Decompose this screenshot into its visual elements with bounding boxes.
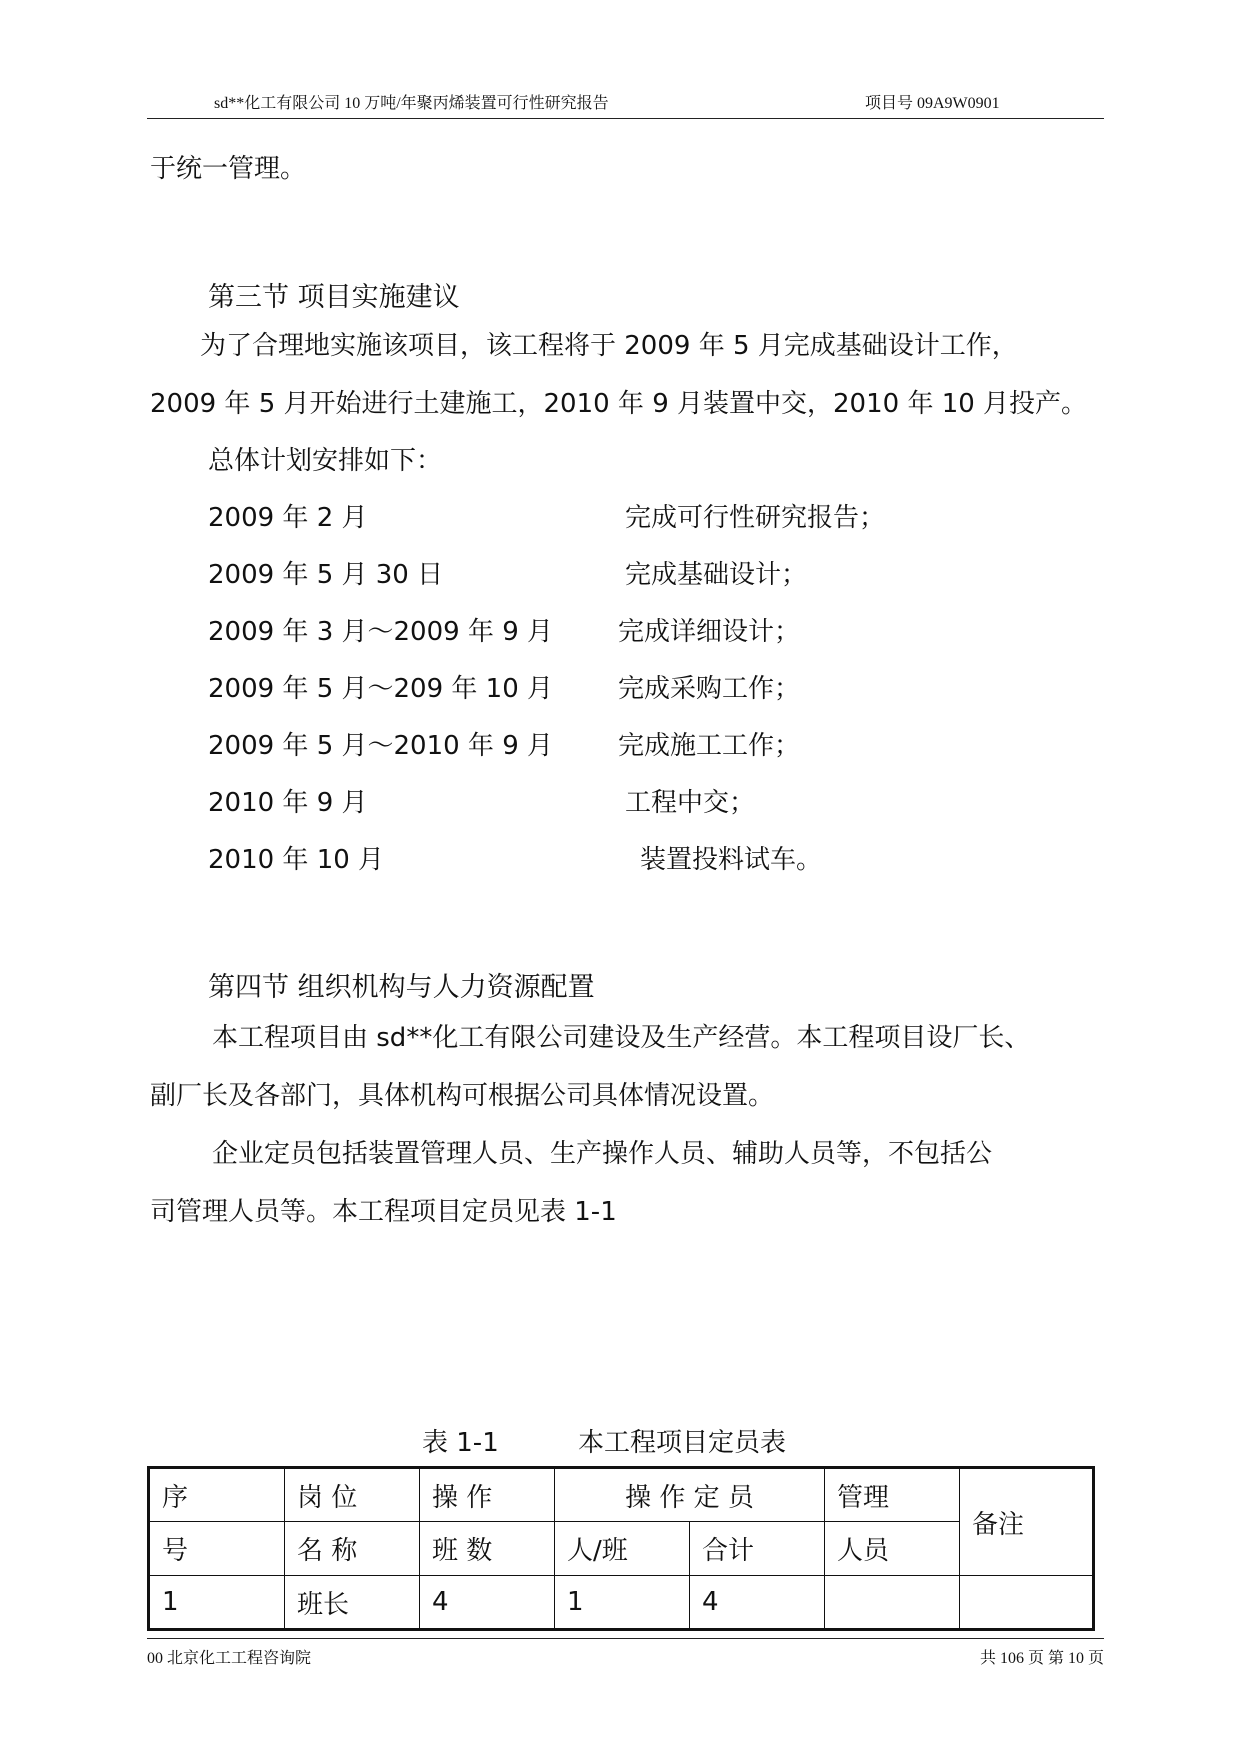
header-total: 合计 (690, 1522, 825, 1576)
header-mgmt-top: 管理 (825, 1468, 960, 1522)
header-staffing: 操 作 定 员 (555, 1468, 825, 1522)
header-project-number: 项目号 09A9W0901 (865, 95, 1000, 112)
schedule-task: 完成可行性研究报告； (625, 503, 886, 533)
table-header-row (149, 1522, 1094, 1576)
header-shift-bottom: 班 数 (420, 1522, 555, 1576)
section-3-heading: 第三节 项目实施建议 (208, 282, 460, 313)
cell-remarks (960, 1576, 1094, 1630)
header-shift-top: 操 作 (420, 1468, 555, 1522)
cell-seq: 1 (149, 1576, 285, 1630)
continuation-text: 于统一管理。 (150, 154, 307, 184)
section-3-paragraph-line-2: 2009 年 5 月开始进行土建施工，2010 年 9 月装置中交，2010 年 10 月投产。 (150, 389, 1088, 419)
cell-total: 4 (690, 1576, 825, 1630)
header-post-top: 岗 位 (285, 1468, 420, 1522)
schedule-date: 2009 年 5 月～2010 年 9 月 (208, 731, 554, 761)
header-seq-top: 序 (149, 1468, 285, 1522)
table-caption-title: 本工程项目定员表 (578, 1428, 787, 1458)
header-per-shift: 人/班 (555, 1522, 690, 1576)
section-4-heading: 第四节 组织机构与人力资源配置 (208, 972, 595, 1003)
cell-post: 班长 (285, 1576, 420, 1630)
section-4-paragraph-1-line-2: 副厂长及各部门，具体机构可根据公司具体情况设置。 (150, 1081, 775, 1111)
cell-per-shift: 1 (555, 1576, 690, 1630)
header-post-bottom: 名 称 (285, 1522, 420, 1576)
schedule-date: 2009 年 3 月～2009 年 9 月 (208, 617, 554, 647)
section-3-paragraph-line-1: 为了合理地实施该项目，该工程将于 2009 年 5 月完成基础设计工作， (200, 331, 1018, 361)
schedule-date: 2010 年 9 月 (208, 788, 368, 818)
schedule-task: 完成基础设计； (625, 560, 808, 590)
table-header-row (149, 1468, 1094, 1522)
header-report-title: sd**化工有限公司 10 万吨/年聚丙烯装置可行性研究报告 (214, 95, 609, 112)
footer-page-count: 共 106 页 第 10 页 (979, 1650, 1104, 1667)
cell-shifts: 4 (420, 1576, 555, 1630)
schedule-date: 2009 年 5 月 30 日 (208, 560, 444, 590)
cell-mgmt (825, 1576, 960, 1630)
schedule-task: 装置投料试车。 (640, 845, 823, 875)
schedule-date: 2009 年 5 月～209 年 10 月 (208, 674, 554, 704)
header-mgmt-bottom: 人员 (825, 1522, 960, 1576)
schedule-task: 完成采购工作； (618, 674, 801, 704)
schedule-date: 2010 年 10 月 (208, 845, 385, 875)
page-header (147, 88, 1104, 119)
staffing-table (147, 1466, 1095, 1631)
table-row (149, 1576, 1094, 1630)
schedule-task: 工程中交； (625, 788, 756, 818)
plan-intro: 总体计划安排如下： (208, 446, 443, 476)
schedule-task: 完成详细设计； (618, 617, 801, 647)
schedule-date: 2009 年 2 月 (208, 503, 368, 533)
section-4-paragraph-1-line-1: 本工程项目由 sd**化工有限公司建设及生产经营。本工程项目设厂长、 (212, 1023, 1031, 1053)
table-caption-number: 表 1-1 (422, 1428, 499, 1458)
footer-organization: 00 北京化工工程咨询院 (147, 1650, 312, 1667)
header-seq-bottom: 号 (149, 1522, 285, 1576)
header-remarks: 备注 (960, 1468, 1094, 1576)
page-footer (147, 1638, 1104, 1667)
section-4-paragraph-2-line-2: 司管理人员等。本工程项目定员见表 1-1 (150, 1197, 617, 1227)
section-4-paragraph-2-line-1: 企业定员包括装置管理人员、生产操作人员、辅助人员等，不包括公 (212, 1139, 993, 1169)
schedule-task: 完成施工工作； (618, 731, 801, 761)
